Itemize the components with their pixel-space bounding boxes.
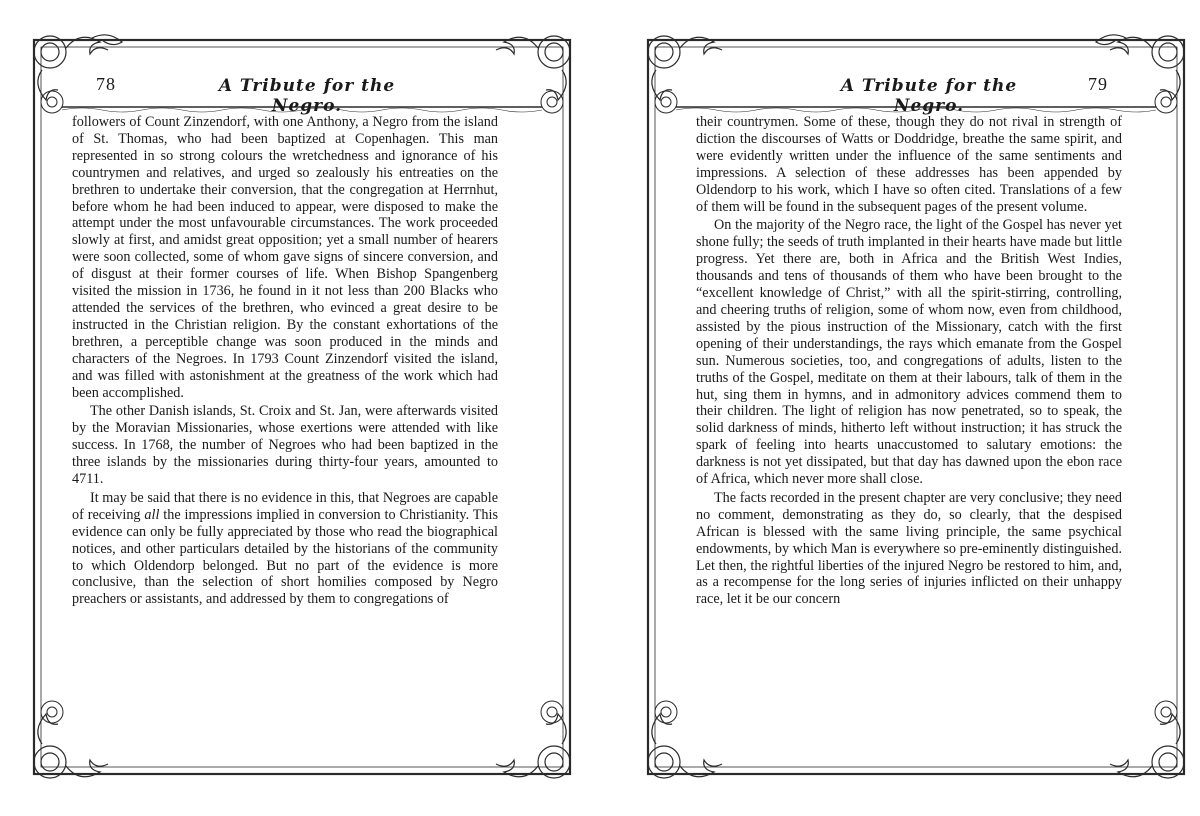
right-page	[636, 22, 1196, 792]
page-number: 79	[1088, 74, 1108, 94]
corner-scroll-icon	[496, 714, 570, 778]
paragraph	[72, 490, 498, 608]
paragraph-text: It may be said that there is no evidence in this, that Negroes are capable of receiving	[72, 489, 498, 523]
corner-scroll-icon	[1096, 35, 1184, 100]
corner-scroll-icon	[648, 714, 722, 778]
body-text	[696, 114, 1122, 608]
corner-scroll-icon	[34, 714, 108, 778]
paragraph: their countrymen. Some of these, though they do not rival in strength of diction the discourses of Watts or Doddridge, breathe the same spirit, and were evidently written under the influence of the same sentiments and impressions. A selection of these addresses has been appended by Oldendorp to his work, which I have so often cited. Translations of a few of them will be found in the subsequent pages of the present volume.	[696, 114, 1122, 215]
corner-scroll-icon	[1110, 714, 1184, 778]
running-head: A Tribute for the Negro.	[840, 76, 1018, 116]
paragraph: The other Danish islands, St. Croix and St. Jan, were afterwards visited by the Moravian Missionaries, whose exertions were attended with like success. In 1768, the number of Negroes who had been baptized in the three islands by the missionaries during thirty-four years, amounted to 4711.	[72, 403, 498, 488]
page-number: 78	[96, 74, 116, 94]
body-text	[72, 114, 498, 608]
emphasis: all	[144, 506, 160, 523]
running-head: A Tribute for the Negro.	[218, 76, 396, 116]
paragraph: The facts recorded in the present chapter are very conclusive; they need no comment, demonstrating as they do, so clearly, that the despised African is blessed with the same living principle, the same psychical endowments, by which Man is everywhere so pre-eminently distinguished. Let then, the rightful liberties of the injured Negro be restored to him, and, as a recompense for the long series of injuries inflicted on their unhappy race, let it be our concern	[696, 489, 1122, 608]
paragraph: followers of Count Zinzendorf, with one Anthony, a Negro from the island of St. Thomas, who had been baptized at Copenhagen. This man represented in so strong colours the wretchedness and ignorance of his countrymen and relatives, and urged so zealously his entreaties on the brethren to undertake their conversion, that the congregation at Herrnhut, before whom he had been induced to appear, were disposed to make the attempt under the most unfavourable circumstances. The work proceeded slowly at first, and amidst great opposition; yet a small number of hearers were soon collected, some of whom gave signs of sincere conversion, and of disgust at their former courses of life. When Bishop Spangenberg visited the mission in 1736, he found in it not less than 200 Blacks who attended the services of the brethren, who evinced a great desire to be instructed in the Christian religion. By the constant exhortations of the brethren, a perceptible change was soon produced in the minds and characters of the Negroes. In 1793 Count Zinzendorf visited the island, and was filled with astonishment at the greatness of the work which had been accomplished.	[72, 114, 498, 401]
corner-scroll-icon	[496, 36, 570, 100]
paragraph-text: the impressions implied in conversion to Christianity. This evidence can only be fully appreciated by those who read the biographical notices, and other particulars detailed by the historians of the community to which Oldendorp belonged. But no part of the evidence is more conclusive, than the selection of short homilies composed by Negro preachers or assistants, and addressed by them to congregations of	[72, 506, 498, 608]
left-page	[22, 22, 582, 792]
corner-scroll-icon	[648, 36, 722, 100]
paragraph: On the majority of the Negro race, the light of the Gospel has never yet shone fully; the seeds of truth implanted in their hearts have made but little progress. Yet there are, both in Africa and the British West Indies, thousands and tens of thousands of them who have been brought to the “excellent knowledge of Christ,” with all the spirit-stirring, controlling, and cheering truths of religion, some of whom now, even from childhood, assisted by the pious instruction of the Missionary, catch with the first opening of their understandings, the rays which emanate from the Gospel sun. Numerous societies, too, and congregations of adults, listen to the truths of the Gospel, meditate on them at their labours, talk of them in the hut, sing them in hymns, and in admonitory advices commend them to their children. The light of religion has now penetrated, so to speak, the solid darkness of minds, hitherto left without instruction; it has struck the spark of feeling into hearts unaccustomed to salutary emotions: the darkness is not yet dissipated, but that day has dawned upon the ebon race of Africa, which never more shall close.	[696, 217, 1122, 488]
